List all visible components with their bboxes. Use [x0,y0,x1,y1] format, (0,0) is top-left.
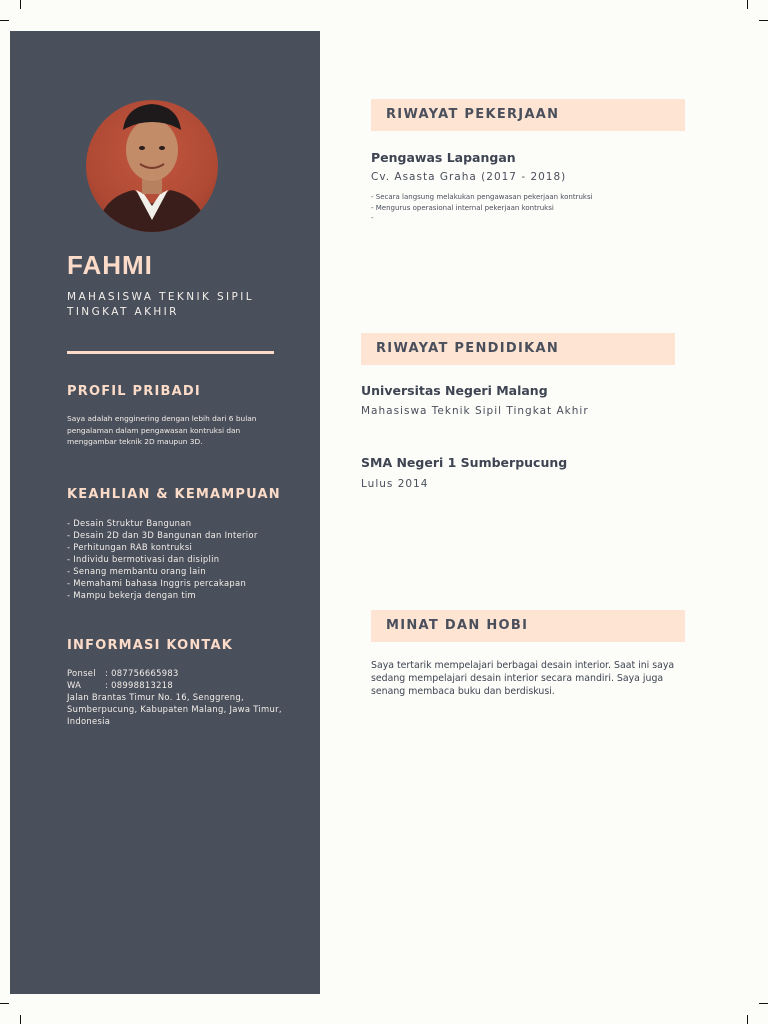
divider [67,351,274,354]
wa-label: WA [67,680,82,690]
list-item: - Mengurus operasional internal pekerjaan kontruksi [371,203,554,212]
contact-phone [67,667,287,679]
education-school-1-desc: Mahasiswa Teknik Sipil Tingkat Akhir [361,405,589,417]
hobby-text: Saya tertarik mempelajari berbagai desain interior. Saat ini saya sedang mempelajari desain interior secara mandiri. Saya juga senang membaca buku dan berdiskusi. [371,660,675,697]
list-item: - Secara langsung melakukan pengawasan pekerjaan kontruksi [371,193,593,201]
crop-mark [759,20,768,21]
phone-label: Ponsel [67,668,96,678]
work-history-heading: RIWAYAT PEKERJAAN [371,99,685,131]
list-item: - Desain 2D dan 3D Bangunan dan Interior [67,530,258,540]
crop-mark [0,20,9,21]
crop-mark [759,1003,768,1004]
hobby-heading: MINAT DAN HOBI [371,610,685,642]
wa-value: : 08998813218 [105,680,173,690]
list-item: - Memahami bahasa Inggris percakapan [67,578,247,588]
profile-name: FAHMI [67,250,153,280]
education-school-2: SMA Negeri 1 Sumberpucung [361,455,568,470]
list-item: - Senang membantu orang lain [67,566,206,576]
personal-profile-text: Saya adalah engginering dengan lebih dari 6 bulan pengalaman dalam pengawasan kontruksi dan menggambar teknik 2D maupun 3D. [67,414,257,446]
skills-list [67,517,258,601]
crop-mark [0,1003,9,1004]
list-item: - [371,214,374,222]
contact-wa [67,679,287,691]
person-silhouette-icon [86,100,218,232]
crop-mark [747,0,748,9]
education-heading: RIWAYAT PENDIDIKAN [361,333,675,365]
crop-mark [20,0,21,9]
contact-info [67,667,287,727]
contact-heading: INFORMASI KONTAK [67,638,233,653]
job-company: Cv. Asasta Graha (2017 - 2018) [371,171,567,183]
education-school-1: Universitas Negeri Malang [361,383,548,398]
crop-mark [20,1015,21,1024]
education-school-2-desc: Lulus 2014 [361,478,429,490]
profile-subtitle: MAHASISWA TEKNIK SIPIL TINGKAT AKHIR [67,291,255,318]
list-item: - Individu bermotivasi dan disiplin [67,554,220,564]
profile-photo [86,100,218,232]
personal-profile-heading: PROFIL PRIBADI [67,384,201,399]
job-title: Pengawas Lapangan [371,150,516,165]
job-duties-list [371,192,593,224]
phone-value: : 087756665983 [105,668,179,678]
contact-address: Jalan Brantas Timur No. 16, Senggreng, Sumberpucung, Kabupaten Malang, Jawa Timur, Indonesia [67,692,282,726]
skills-heading: KEAHLIAN & KEMAMPUAN [67,487,281,502]
crop-mark [747,1015,748,1024]
list-item: - Mampu bekerja dengan tim [67,590,196,600]
list-item: - Desain Struktur Bangunan [67,518,192,528]
list-item: - Perhitungan RAB kontruksi [67,542,193,552]
